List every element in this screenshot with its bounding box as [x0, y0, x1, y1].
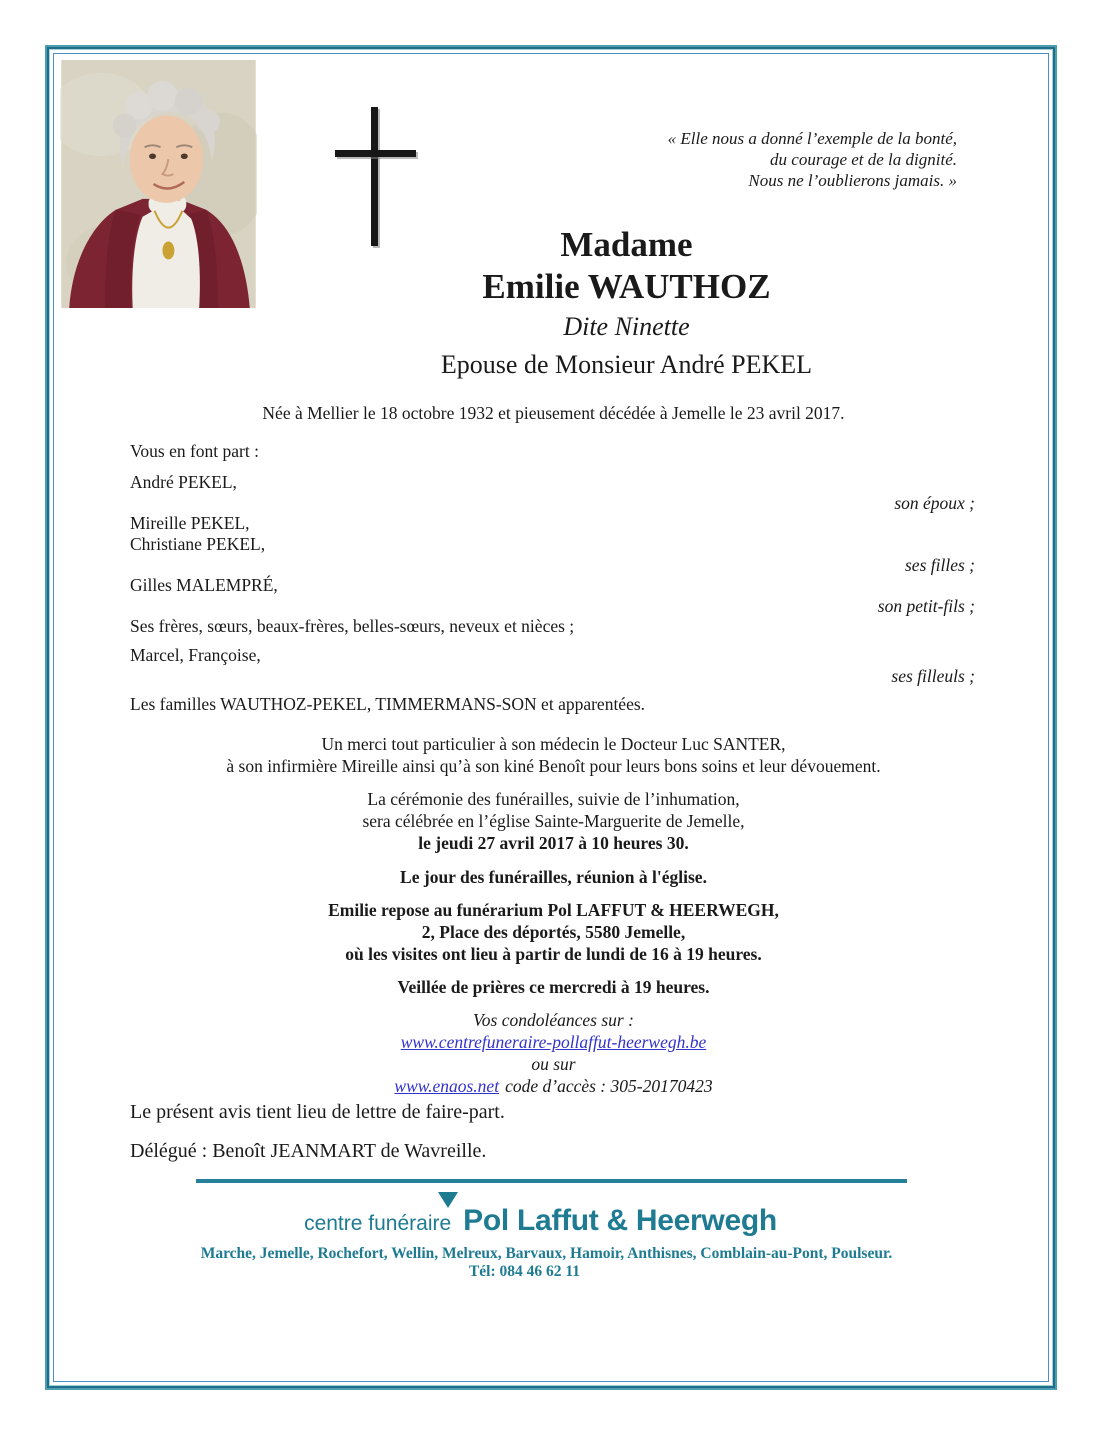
thanks-line: Un merci tout particulier à son médecin le Docteur Luc SANTER,: [321, 734, 786, 754]
reunion-line: Le jour des funérailles, réunion à l'église.: [400, 867, 707, 887]
ceremony-line: sera célébrée en l’église Sainte-Marguerite de Jemelle,: [362, 811, 745, 831]
condolences-link1-row: [130, 1031, 977, 1053]
deceased-nickname: Dite Ninette: [563, 312, 690, 341]
footer-phone: Tél: 084 46 62 11: [468, 1263, 581, 1280]
repose-address-line: 2, Place des déportés, 5580 Jemelle,: [421, 922, 686, 942]
quote-line: Nous ne l’oublierons jamais. »: [748, 171, 957, 190]
quote-line: « Elle nous a donné l’exemple de la bonté,: [667, 129, 957, 148]
closing-notice: [130, 1100, 977, 1163]
faire-part-line: Le présent avis tient lieu de lettre de faire-part.: [130, 1101, 505, 1123]
family-relation: ses filleuls ;: [891, 666, 975, 686]
veillee-line: Veillée de prières ce mercredi à 19 heures.: [397, 977, 710, 997]
quote-line: du courage et de la dignité.: [770, 150, 957, 169]
family-member: Mireille PEKEL,: [130, 513, 250, 533]
footer-divider: [196, 1179, 907, 1183]
condolences-intro: Vos condoléances sur :: [473, 1010, 634, 1030]
memorial-quote: [668, 128, 957, 191]
family-member: Gilles MALEMPRÉ,: [130, 575, 278, 595]
ceremony-line: La cérémonie des funérailles, suivie de l’inhumation,: [367, 789, 740, 809]
honorific-title: Madame: [560, 225, 693, 264]
spouse-line: Epouse de Monsieur André PEKEL: [440, 350, 813, 379]
family-member: Marcel, Françoise,: [130, 645, 261, 665]
announcement-column: [130, 733, 977, 1097]
repose-line: Emilie repose au funérarium Pol LAFFUT & HEERWEGH,: [328, 900, 779, 920]
repose-visits-line: où les visites ont lieu à partir de lundi de 16 à 19 heures.: [345, 944, 762, 964]
enaos-website-link[interactable]: www.enaos.net: [394, 1076, 500, 1096]
family-list: [130, 441, 975, 715]
delegate-line: Délégué : Benoît JEANMART de Wavreille.: [130, 1140, 487, 1162]
family-relation: ses filles ;: [905, 555, 975, 575]
funeral-home-brand: [0, 1204, 1093, 1238]
ceremony-date-line: le jeudi 27 avril 2017 à 10 heures 30.: [418, 833, 689, 853]
condolences-link2-row: [130, 1075, 977, 1097]
family-member: André PEKEL,: [130, 472, 237, 492]
title-block: [275, 224, 978, 384]
portrait-photo: [60, 60, 257, 308]
families-line: Les familles WAUTHOZ-PEKEL, TIMMERMANS-SON et apparentées.: [130, 694, 646, 714]
announcement-intro: Vous en font part :: [130, 441, 259, 461]
access-code-text: code d’accès : 305-20170423: [505, 1076, 713, 1096]
family-relation: son époux ;: [894, 493, 975, 513]
funeral-home-website-link[interactable]: www.centrefuneraire-pollaffut-heerwegh.be: [400, 1032, 707, 1052]
family-siblings-line: Ses frères, sœurs, beaux-frères, belles-sœurs, neveux et nièces ;: [130, 616, 575, 636]
footer-cities: Marche, Jemelle, Rochefort, Wellin, Melreux, Barvaux, Hamoir, Anthisnes, Comblain-au-Pont, Poulseur.: [200, 1245, 893, 1262]
thanks-line: à son infirmière Mireille ainsi qu’à son kiné Benoît pour leurs bons soins et leur dévouement.: [226, 756, 881, 776]
brand-name: Pol Laffut & Heerwegh: [463, 1204, 777, 1237]
family-relation: son petit-fils ;: [877, 596, 975, 616]
birth-death-line: Née à Mellier le 18 octobre 1932 et pieusement décédée à Jemelle le 23 avril 2017.: [262, 403, 845, 423]
family-member: Christiane PEKEL,: [130, 534, 266, 554]
deceased-name: Emilie WAUTHOZ: [482, 267, 771, 306]
cross-horizontal-bar: [335, 150, 416, 157]
ou-sur-line: ou sur: [531, 1054, 576, 1074]
brand-prefix: centre funéraire: [304, 1212, 452, 1235]
